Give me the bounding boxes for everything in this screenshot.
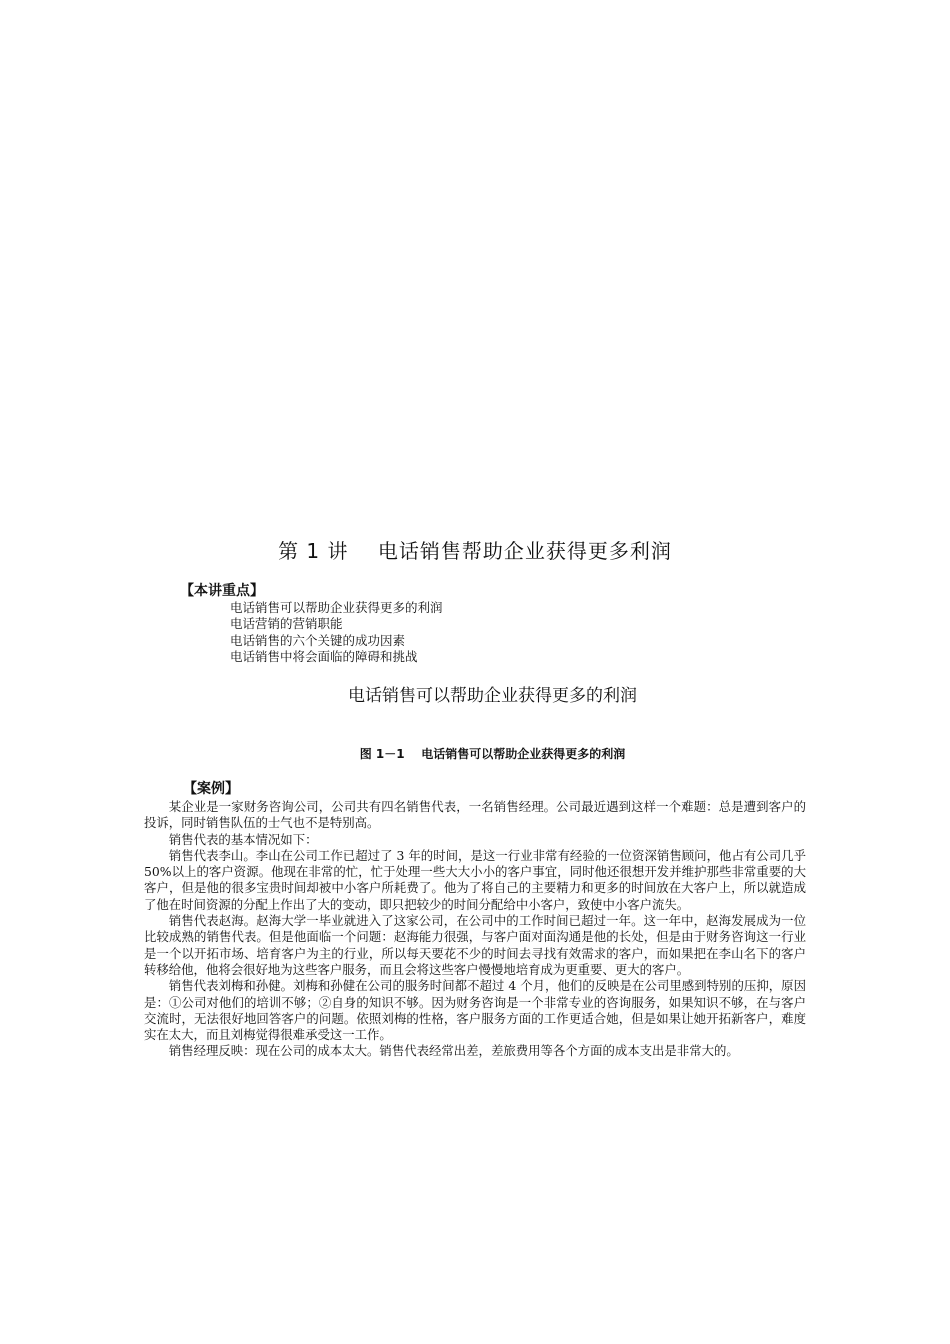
case-paragraph: 销售代表李山。李山在公司工作已超过了 3 年的时间，是这一行业非常有经验的一位资深销售顾问，他占有公司几乎 50%以上的客户资源。他现在非常的忙，忙于处理一些大大小小的客户事宜，同时他还很想开发并维护那些非常重要的大客户，但是他的很多宝贵时间却被中小客户所耗费了。他为了将自己的主要精力和更多的时间放在大客户上，所以就造成了他在时间资源的分配上作出了大的变动，即只把较少的时间分配给中小客户，致使中小客户流失。 — [144, 847, 806, 912]
case-paragraph: 某企业是一家财务咨询公司，公司共有四名销售代表，一名销售经理。公司最近遇到这样一个难题：总是遭到客户的投诉，同时销售队伍的士气也不是特别高。 — [144, 799, 806, 831]
lecture-title: 第 1 讲 电话销售帮助企业获得更多利润 — [278, 539, 672, 563]
section-title: 电话销售可以帮助企业获得更多的利润 — [348, 686, 637, 706]
key-points-heading: 【本讲重点】 — [180, 583, 264, 599]
case-paragraph: 销售代表刘梅和孙健。刘梅和孙健在公司的服务时间都不超过 4 个月，他们的反映是在公司里感到特别的压抑，原因是：①公司对他们的培训不够；②自身的知识不够。因为财务咨询是一个非常专业的咨询服务，如果知识不够，在与客户交流时，无法很好地回答客户的问题。依照刘梅的性格，客户服务方面的工作更适合她，但是如果让她开拓新客户，难度实在太大，而且刘梅觉得很难承受这一工作。 — [144, 978, 806, 1043]
figure-caption: 图 1－1 电话销售可以帮助企业获得更多的利润 — [359, 747, 626, 761]
case-paragraph: 销售经理反映：现在公司的成本太大。销售代表经常出差，差旅费用等各个方面的成本支出是非常大的。 — [168, 1043, 739, 1059]
key-point-item: 电话销售的六个关键的成功因素 — [230, 632, 406, 648]
key-point-item: 电话营销的营销职能 — [230, 616, 343, 632]
case-paragraph: 销售代表赵海。赵海大学一毕业就进入了这家公司，在公司中的工作时间已超过一年。这一年中，赵海发展成为一位比较成熟的销售代表。但是他面临一个问题：赵海能力很强，与客户面对面沟通是他的长处，但是由于财务咨询这一行业是一个以开拓市场、培育客户为主的行业，所以每天要花不少的时间去寻找有效需求的客户，而如果把在李山名下的客户转移给他，他将会很好地为这些客户服务，而且会将这些客户慢慢地培育成为更重要、更大的客户。 — [144, 913, 806, 977]
key-points-list — [230, 600, 443, 665]
key-point-item: 电话销售可以帮助企业获得更多的利润 — [230, 600, 443, 615]
key-point-item: 电话销售中将会面临的障碍和挑战 — [230, 648, 418, 664]
case-body — [144, 799, 806, 1060]
case-heading: 【案例】 — [183, 781, 239, 797]
case-paragraph: 销售代表的基本情况如下： — [168, 831, 318, 847]
